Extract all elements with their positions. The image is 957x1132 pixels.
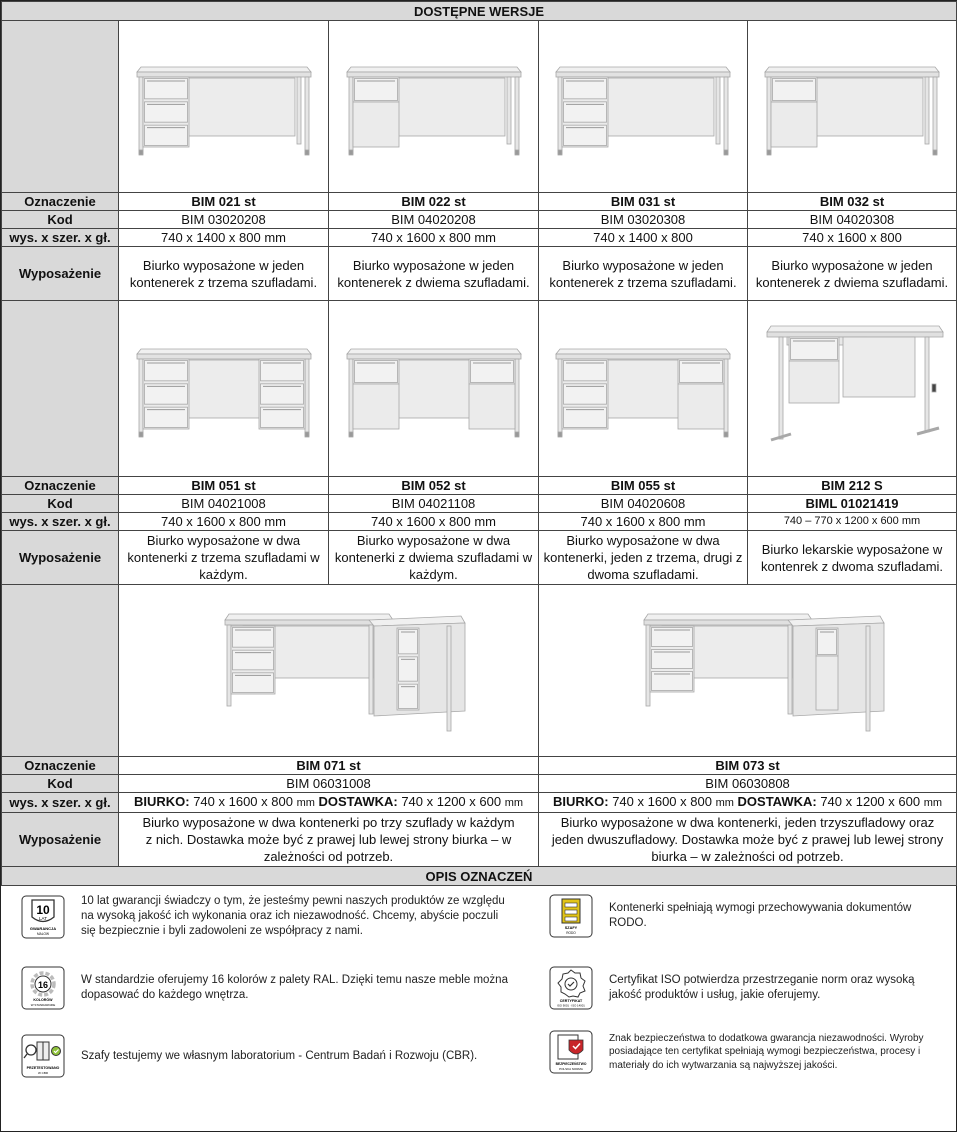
svg-text:KOLORÓW: KOLORÓW — [33, 998, 53, 1002]
product-name: BIM 031 st — [539, 193, 748, 211]
iso-certificate-icon — [549, 966, 593, 1010]
legend-section — [1, 886, 956, 1124]
product-name: BIM 073 st — [539, 757, 957, 775]
svg-text:16: 16 — [37, 980, 49, 990]
warranty-10-years-icon — [21, 895, 65, 939]
product-dimensions: 740 x 1600 x 800 — [748, 229, 957, 247]
legend-text: Znak bezpieczeństwa to dodatkowa gwarancja niezawodności. Wyroby posiadające ten certyfikat spełniają wymogi bezpieczeństwa, procesy i materiały do ich wytwarzania są najwyższej jakości. — [609, 1032, 924, 1071]
legend-text: Szafy testujemy we własnym laboratorium - Centrum Badań i Rozwoju (CBR). — [81, 1049, 478, 1062]
product-code: BIM 04020608 — [539, 495, 748, 513]
product-code: BIM 04020208 — [329, 211, 539, 229]
desk-illustration — [598, 596, 898, 746]
extension-unit: mm — [504, 797, 524, 809]
product-image — [329, 21, 539, 193]
product-name: BIM 051 st — [119, 477, 329, 495]
product-name: BIM 055 st — [539, 477, 748, 495]
svg-text:GWARANCJA: GWARANCJA — [29, 925, 57, 931]
legend-item-colors — [21, 966, 511, 1010]
product-equipment: Biurko wyposażone w jeden kontenerek z dwiema szufladami. — [748, 247, 957, 301]
extension-dims: 740 x 1200 x 600 — [397, 794, 505, 809]
svg-text:10: 10 — [36, 902, 50, 917]
row-label-code: Kod — [2, 211, 119, 229]
row-label-dimensions: wys. x szer. x gł. — [2, 229, 119, 247]
product-name: BIM 071 st — [119, 757, 539, 775]
product-dimensions — [539, 793, 957, 813]
desk-illustration — [757, 314, 947, 464]
product-image — [539, 301, 748, 477]
legend-text: 10 lat gwarancji świadczy o tym, że jesteśmy pewni naszych produktów ze względu na wysoką jakość ich wykonania oraz ich niezawodność. Chcemy, abyście poczuli się bezpiecznie i byli zadowoleni ze współpracy z nami. — [81, 895, 505, 937]
product-code: BIM 06031008 — [119, 775, 539, 793]
row-label-dimensions: wys. x szer. x gł. — [2, 513, 119, 531]
image-label-cell — [2, 585, 119, 757]
svg-text:PRZETESTOWANO: PRZETESTOWANO — [26, 1066, 60, 1070]
svg-text:CERTYFIKAT: CERTYFIKAT — [559, 999, 583, 1003]
product-image — [119, 585, 539, 757]
desk-illustration — [548, 32, 738, 182]
row-label-designation: Oznaczenie — [2, 477, 119, 495]
desk-illustration — [339, 32, 529, 182]
svg-text:LAT: LAT — [39, 915, 47, 921]
image-label-cell — [2, 21, 119, 193]
product-equipment: Biurko wyposażone w dwa kontenerki, jeden z trzema, drugi z dwoma szufladami. — [539, 531, 748, 585]
product-code: BIM 04021108 — [329, 495, 539, 513]
row-label-equipment: Wyposażenie — [2, 813, 119, 867]
product-name: BIM 022 st — [329, 193, 539, 211]
product-code: BIM 03020208 — [119, 211, 329, 229]
desk-dims: 740 x 1600 x 800 — [189, 794, 297, 809]
product-dimensions: 740 x 1600 x 800 mm — [329, 513, 539, 531]
section-title-versions: DOSTĘPNE WERSJE — [2, 2, 957, 21]
versions-table — [1, 1, 957, 886]
svg-text:POLSKA NORMA: POLSKA NORMA — [559, 1067, 583, 1071]
product-name: BIM 052 st — [329, 477, 539, 495]
svg-text:W STANDARDZIE: W STANDARDZIE — [30, 1003, 56, 1007]
desk-unit: mm — [296, 797, 315, 809]
desk-illustration — [757, 32, 947, 182]
row-label-code: Kod — [2, 495, 119, 513]
extension-label: DOSTAWKA: — [733, 794, 817, 809]
legend-item-rodo — [549, 894, 939, 938]
product-equipment: Biurko wyposażone w dwa kontenerki po trzy szuflady w każdym z nich. Dostawka może być z prawej lub lewej strony biurka – w zależności od potrzeb. — [119, 813, 539, 867]
row-label-designation: Oznaczenie — [2, 757, 119, 775]
product-equipment: Biurko lekarskie wyposażone w kontenrek z dwoma szufladami. — [748, 531, 957, 585]
product-image — [748, 301, 957, 477]
rodo-cabinet-icon — [549, 894, 593, 938]
desk-dims: 740 x 1600 x 800 — [608, 794, 716, 809]
product-equipment: Biurko wyposażone w jeden kontenerek z dwiema szufladami. — [329, 247, 539, 301]
extension-dims: 740 x 1200 x 600 — [816, 794, 924, 809]
product-dimensions: 740 x 1600 x 800 mm — [539, 513, 748, 531]
legend-text: Kontenerki spełniają wymogi przechowywania dokumentów RODO. — [609, 902, 912, 929]
legend-text: Certyfikat ISO potwierdza przestrzeganie norm oraz wysoką jakość produktów i usług, jakie oferujemy. — [609, 974, 915, 1001]
section-title-legend: OPIS OZNACZEŃ — [2, 867, 957, 886]
product-equipment: Biurko wyposażone w jeden kontenerek z trzema szufladami. — [119, 247, 329, 301]
row-label-equipment: Wyposażenie — [2, 247, 119, 301]
row-label-designation: Oznaczenie — [2, 193, 119, 211]
product-name: BIM 021 st — [119, 193, 329, 211]
desk-illustration — [129, 32, 319, 182]
product-code: BIML 01021419 — [748, 495, 957, 513]
product-image — [748, 21, 957, 193]
desk-illustration — [339, 314, 529, 464]
16-colors-icon — [21, 966, 65, 1010]
svg-text:ISO 9001 · ISO 14001: ISO 9001 · ISO 14001 — [557, 1003, 585, 1008]
desk-illustration — [548, 314, 738, 464]
desk-label: BIURKO: — [133, 794, 190, 809]
product-code: BIM 04021008 — [119, 495, 329, 513]
product-equipment: Biurko wyposażone w dwa kontenerki z dwiema szufladami w każdym. — [329, 531, 539, 585]
product-dimensions: 740 x 1600 x 800 mm — [119, 513, 329, 531]
safety-mark-icon — [549, 1030, 593, 1074]
desk-label: BIURKO: — [552, 794, 609, 809]
svg-text:RODO: RODO — [566, 931, 576, 935]
product-code: BIM 03020308 — [539, 211, 748, 229]
extension-label: DOSTAWKA: — [314, 794, 398, 809]
product-dimensions: 740 x 1400 x 800 mm — [119, 229, 329, 247]
product-image — [539, 21, 748, 193]
row-label-equipment: Wyposażenie — [2, 531, 119, 585]
desk-illustration — [129, 314, 319, 464]
product-dimensions — [119, 793, 539, 813]
product-equipment: Biurko wyposażone w jeden kontenerek z trzema szufladami. — [539, 247, 748, 301]
row-label-code: Kod — [2, 775, 119, 793]
legend-item-lab — [21, 1034, 511, 1078]
product-dimensions: 740 x 1400 x 800 — [539, 229, 748, 247]
product-code: BIM 04020308 — [748, 211, 957, 229]
product-dimensions: 740 x 1600 x 800 mm — [329, 229, 539, 247]
product-image — [539, 585, 957, 757]
svg-text:W CBR: W CBR — [38, 1071, 48, 1075]
svg-text:BEZPIECZEŃSTWO: BEZPIECZEŃSTWO — [555, 1062, 587, 1066]
legend-item-safety — [549, 1030, 944, 1074]
svg-text:MALOW: MALOW — [36, 931, 50, 936]
extension-unit: mm — [923, 797, 943, 809]
image-label-cell — [2, 301, 119, 477]
desk-illustration — [179, 596, 479, 746]
lab-tested-icon — [21, 1034, 65, 1078]
svg-text:SZAFY: SZAFY — [564, 926, 578, 930]
product-name: BIM 032 st — [748, 193, 957, 211]
product-equipment: Biurko wyposażone w dwa kontenerki, jeden trzyszufladowy oraz jeden dwuszufladowy. Dostawka może być z prawej lub lewej strony biurka – w zależności od potrzeb. — [539, 813, 957, 867]
legend-item-iso — [549, 966, 939, 1010]
desk-unit: mm — [715, 797, 734, 809]
product-image — [119, 301, 329, 477]
product-dimensions: 740 – 770 x 1200 x 600 mm — [748, 513, 957, 531]
product-image — [119, 21, 329, 193]
product-equipment: Biurko wyposażone w dwa kontenerki z trzema szufladami w każdym. — [119, 531, 329, 585]
legend-text: W standardzie oferujemy 16 kolorów z palety RAL. Dzięki temu nasze meble można dopasować do każdego wnętrza. — [81, 974, 508, 1001]
legend-item-warranty — [21, 894, 511, 939]
product-image — [329, 301, 539, 477]
product-name: BIM 212 S — [748, 477, 957, 495]
row-label-dimensions: wys. x szer. x gł. — [2, 793, 119, 813]
product-code: BIM 06030808 — [539, 775, 957, 793]
